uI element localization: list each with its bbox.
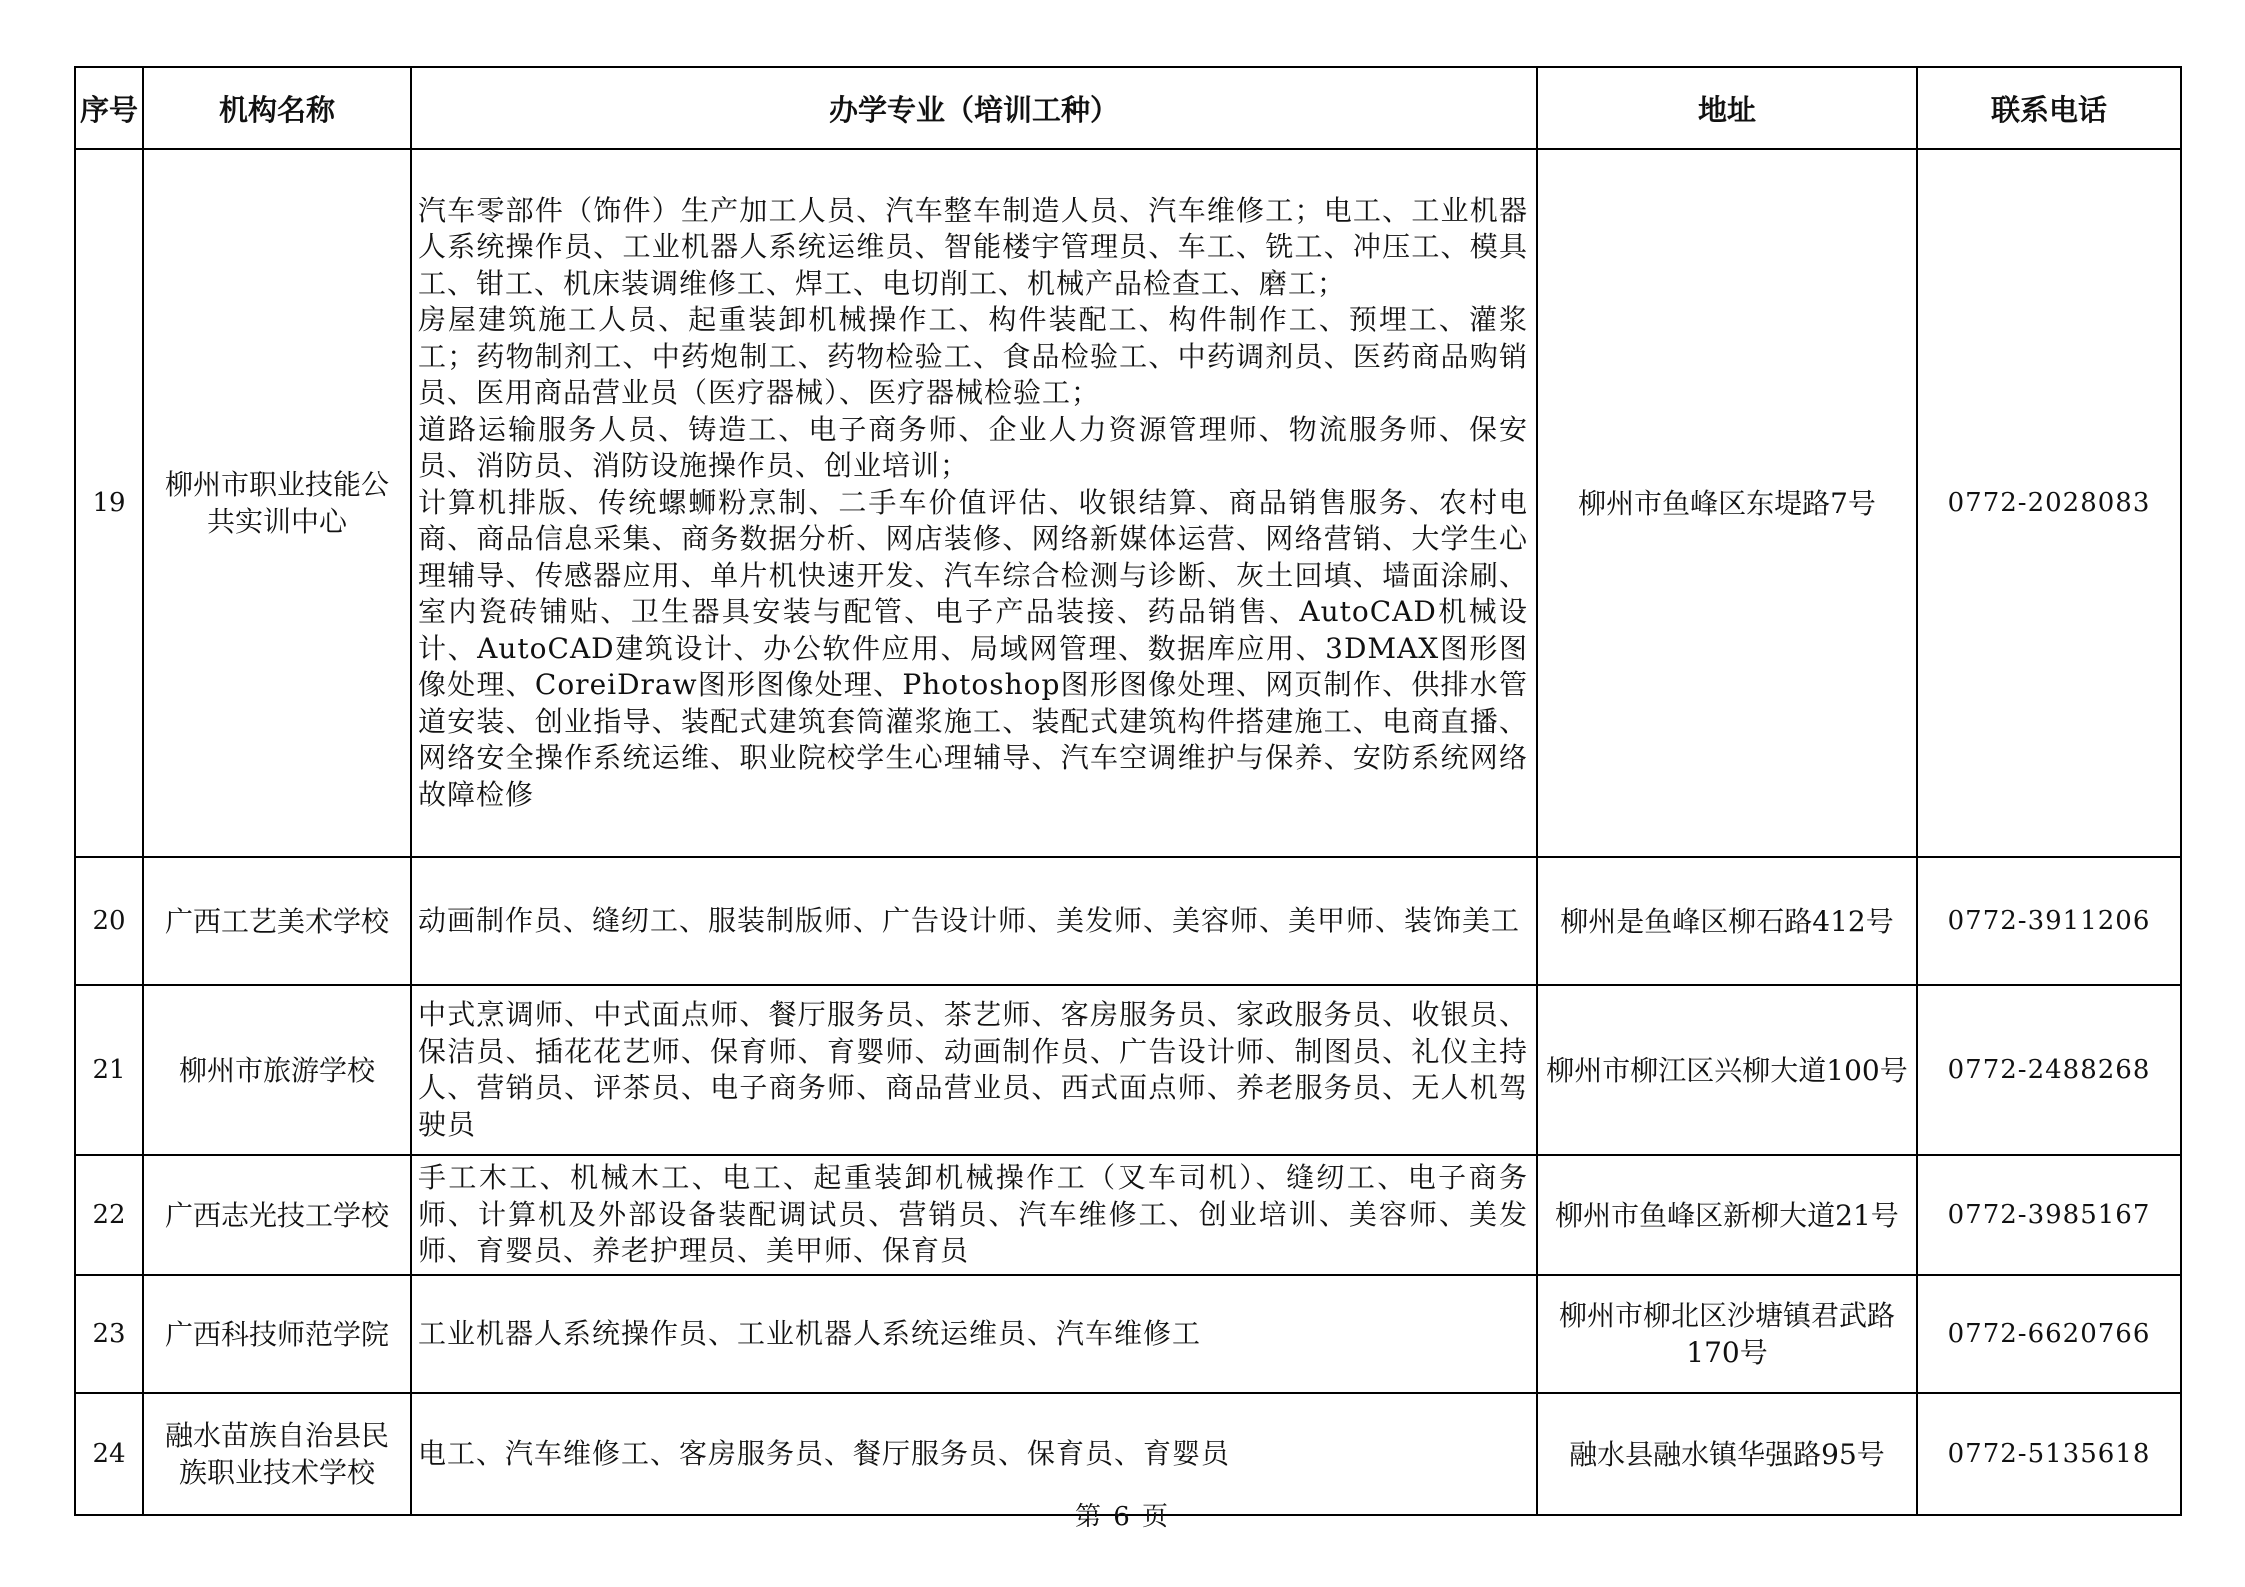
table-header-row bbox=[75, 67, 2181, 149]
row-index: 23 bbox=[75, 1275, 143, 1393]
header-address: 地址 bbox=[1537, 67, 1917, 149]
header-index: 序号 bbox=[75, 67, 143, 149]
institution-address: 融水县融水镇华强路95号 bbox=[1537, 1393, 1917, 1515]
institution-name: 广西工艺美术学校 bbox=[143, 857, 411, 985]
row-index: 19 bbox=[75, 149, 143, 857]
institution-address: 柳州市鱼峰区东堤路7号 bbox=[1537, 149, 1917, 857]
institution-address: 柳州市鱼峰区新柳大道21号 bbox=[1537, 1155, 1917, 1275]
institution-phone: 0772-3985167 bbox=[1917, 1155, 2181, 1275]
institution-name: 融水苗族自治县民族职业技术学校 bbox=[143, 1393, 411, 1515]
institution-address: 柳州市柳江区兴柳大道100号 bbox=[1537, 985, 1917, 1155]
table-row bbox=[75, 985, 2181, 1155]
header-name: 机构名称 bbox=[143, 67, 411, 149]
institution-phone: 0772-6620766 bbox=[1917, 1275, 2181, 1393]
table-row bbox=[75, 1275, 2181, 1393]
row-index: 22 bbox=[75, 1155, 143, 1275]
training-institutions-table bbox=[74, 66, 2182, 1516]
specialty-list: 动画制作员、缝纫工、服装制版师、广告设计师、美发师、美容师、美甲师、装饰美工 bbox=[411, 857, 1537, 985]
table-row bbox=[75, 857, 2181, 985]
institution-address: 柳州是鱼峰区柳石路412号 bbox=[1537, 857, 1917, 985]
specialty-list: 电工、汽车维修工、客房服务员、餐厅服务员、保育员、育婴员 bbox=[411, 1393, 1537, 1515]
institution-phone: 0772-5135618 bbox=[1917, 1393, 2181, 1515]
row-index: 21 bbox=[75, 985, 143, 1155]
row-index: 20 bbox=[75, 857, 143, 985]
specialty-list: 手工木工、机械木工、电工、起重装卸机械操作工（叉车司机）、缝纫工、电子商务师、计算机及外部设备装配调试员、营销员、汽车维修工、创业培训、美容师、美发师、育婴员、养老护理员、美甲师、保育员 bbox=[411, 1155, 1537, 1275]
row-index: 24 bbox=[75, 1393, 143, 1515]
specialty-list: 工业机器人系统操作员、工业机器人系统运维员、汽车维修工 bbox=[411, 1275, 1537, 1393]
table-row bbox=[75, 1155, 2181, 1275]
institution-phone: 0772-2028083 bbox=[1917, 149, 2181, 857]
institution-phone: 0772-2488268 bbox=[1917, 985, 2181, 1155]
specialty-list: 中式烹调师、中式面点师、餐厅服务员、茶艺师、客房服务员、家政服务员、收银员、保洁员、插花花艺师、保育师、育婴师、动画制作员、广告设计师、制图员、礼仪主持人、营销员、评茶员、电子商务师、商品营业员、西式面点师、养老服务员、无人机驾驶员 bbox=[411, 985, 1537, 1155]
institution-address: 柳州市柳北区沙塘镇君武路170号 bbox=[1537, 1275, 1917, 1393]
institution-name: 广西志光技工学校 bbox=[143, 1155, 411, 1275]
header-specialty: 办学专业（培训工种） bbox=[411, 67, 1537, 149]
specialty-list: 汽车零部件（饰件）生产加工人员、汽车整车制造人员、汽车维修工；电工、工业机器人系统操作员、工业机器人系统运维员、智能楼宇管理员、车工、铣工、冲压工、模具工、钳工、机床装调维修工、焊工、电切削工、机械产品检查工、磨工； 房屋建筑施工人员、起重装卸机械操作工、构件装配工、构件制作工、预埋工、灌浆工；药物制剂工、中药炮制工、药物检验工、食品检验工、中药调剂员、医药商品购销员、医用商品营业员（医疗器械）、医疗器械检验工； 道路运输服务人员、铸造工、电子商务师、企业人力资源管理师、物流服务师、保安员、消防员、消防设施操作员、创业培训； 计算机排版、传统螺蛳粉烹制、二手车价值评估、收银结算、商品销售服务、农村电商、商品信息采集、商务数据分析、网店装修、网络新媒体运营、网络营销、大学生心理辅导、传感器应用、单片机快速开发、汽车综合检测与诊断、灰土回填、墙面涂刷、室内瓷砖铺贴、卫生器具安装与配管、电子产品装接、药品销售、AutoCAD机械设计、AutoCAD建筑设计、办公软件应用、局域网管理、数据库应用、3DMAX图形图像处理、CoreiDraw图形图像处理、Photoshop图形图像处理、网页制作、供排水管道安装、创业指导、装配式建筑套筒灌浆施工、装配式建筑构件搭建施工、电商直播、网络安全操作系统运维、职业院校学生心理辅导、汽车空调维护与保养、安防系统网络故障检修 bbox=[411, 149, 1537, 857]
institution-phone: 0772-3911206 bbox=[1917, 857, 2181, 985]
institution-name: 柳州市旅游学校 bbox=[143, 985, 411, 1155]
header-phone: 联系电话 bbox=[1917, 67, 2181, 149]
institution-name: 柳州市职业技能公共实训中心 bbox=[143, 149, 411, 857]
institution-name: 广西科技师范学院 bbox=[143, 1275, 411, 1393]
table-row bbox=[75, 149, 2181, 857]
page-number: 第 6 页 bbox=[1074, 1502, 1171, 1532]
